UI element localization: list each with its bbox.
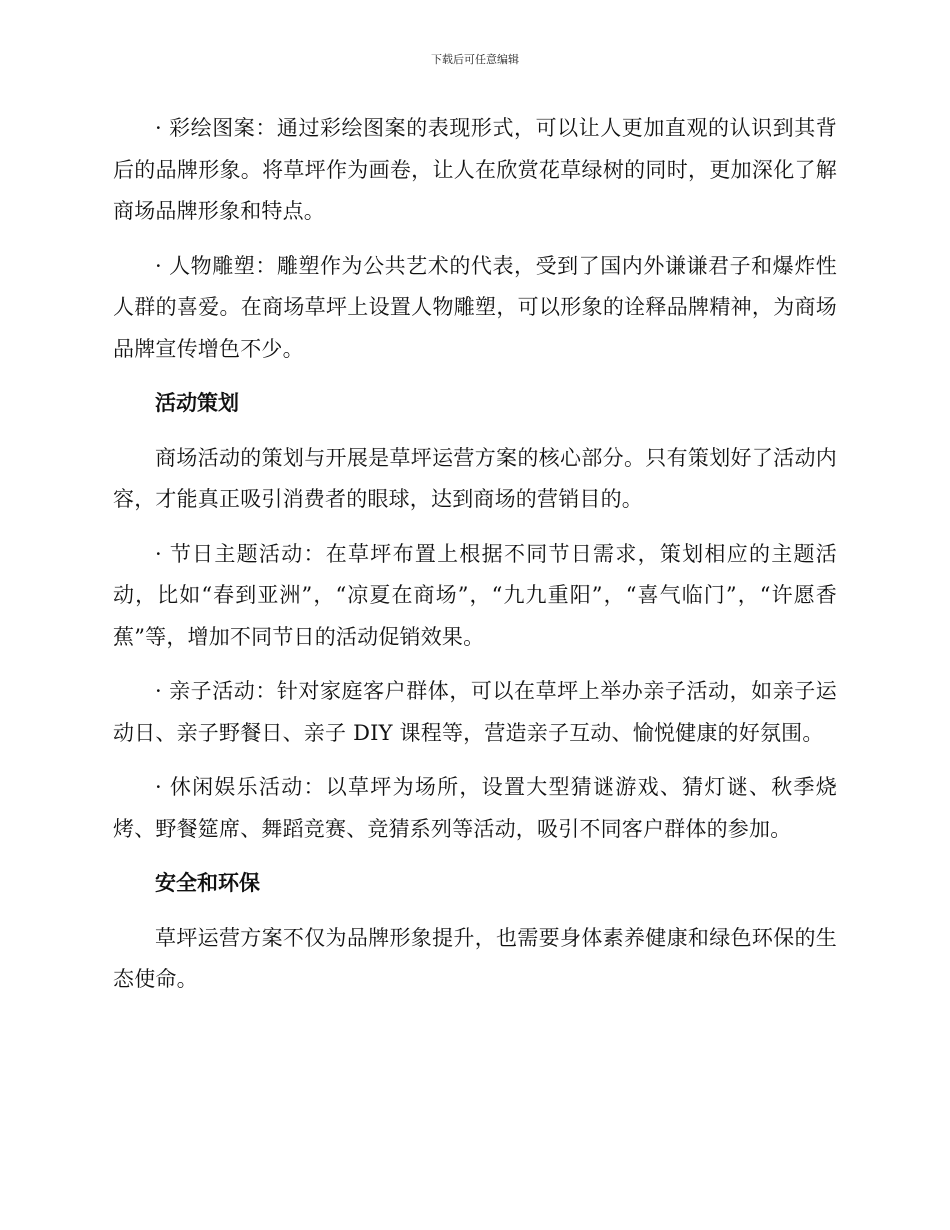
section-heading-activity-planning: 活动策划 <box>155 391 239 415</box>
section-heading-safety-environment: 安全和环保 <box>155 871 260 895</box>
paragraph-figure-sculptures: · 人物雕塑：雕塑作为公共艺术的代表，受到了国内外谦谦君子和爆炸性人群的喜爱。在商场草坪上设置人物雕塑，可以形象的诠释品牌精神，为商场品牌宣传增色不少。 <box>113 253 837 361</box>
paragraph-activity-intro: 商场活动的策划与开展是草坪运营方案的核心部分。只有策划好了活动内容，才能真正吸引消费者的眼球，达到商场的营销目的。 <box>113 445 837 511</box>
paragraph-painted-patterns: · 彩绘图案：通过彩绘图案的表现形式，可以让人更加直观的认识到其背后的品牌形象。将草坪作为画卷，让人在欣赏花草绿树的同时，更加深化了解商场品牌形象和特点。 <box>113 116 837 223</box>
page-header: 下载后可任意编辑 <box>431 53 519 66</box>
paragraph-leisure-activities: · 休闲娱乐活动：以草坪为场所，设置大型猜谜游戏、猜灯谜、秋季烧烤、野餐筵席、舞蹈竞赛、竞猜系列等活动，吸引不同客户群体的参加。 <box>113 775 837 841</box>
paragraph-parent-child-activities: · 亲子活动：针对家庭客户群体，可以在草坪上举办亲子活动，如亲子运动日、亲子野餐日、亲子 DIY 课程等，营造亲子互动、愉悦健康的好氛围。 <box>113 679 837 745</box>
paragraph-safety-environment: 草坪运营方案不仅为品牌形象提升，也需要身体素养健康和绿色环保的生态使命。 <box>113 925 837 991</box>
document-body <box>113 108 837 1001</box>
paragraph-holiday-activities: · 节日主题活动：在草坪布置上根据不同节日需求，策划相应的主题活动，比如“春到亚洲”，“凉夏在商场”，“九九重阳”，“喜气临门”，“许愿香蕉”等，增加不同节日的活动促销效果。 <box>113 541 837 649</box>
